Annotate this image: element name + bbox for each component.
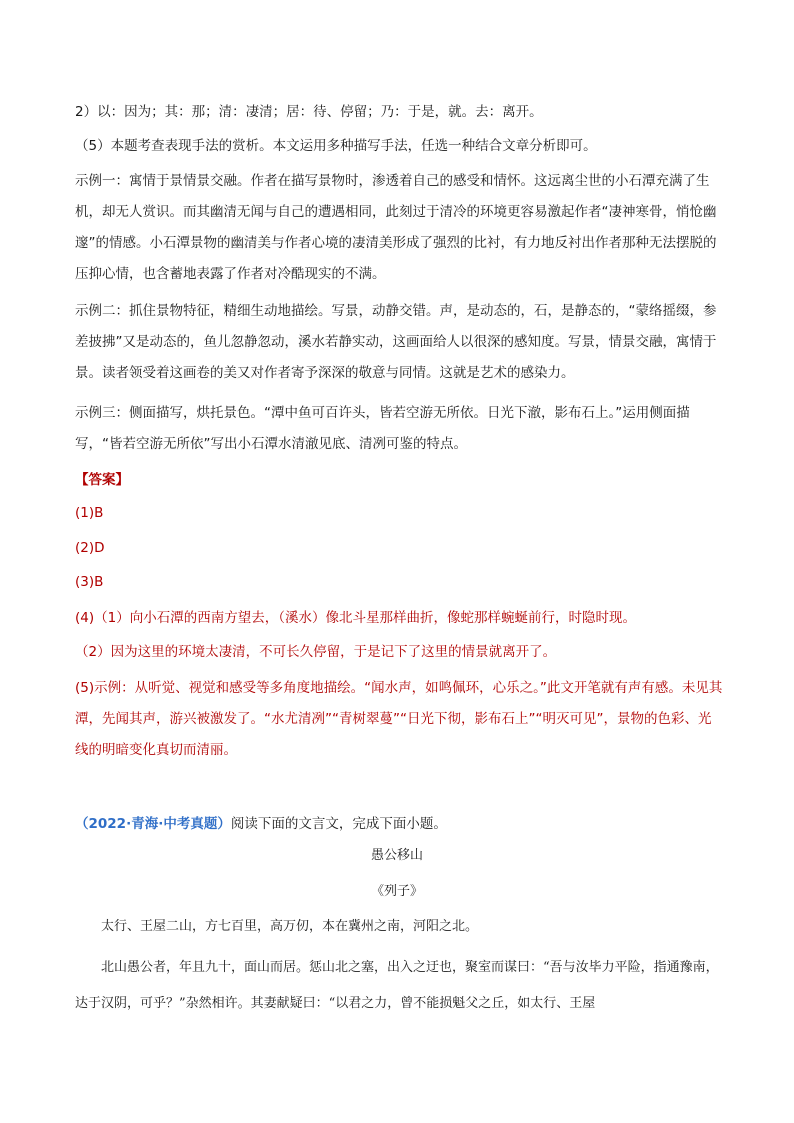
passage-paragraph-1: 太行、王屋二山，方七百里，高万仞，本在冀州之南，河阳之北。 — [101, 919, 479, 934]
answer-heading: 【答案】 — [75, 472, 129, 488]
answer-4-part-2: （2）因为这里的环境太凄清，不可长久停留，于是记下了这里的情景就离开了。 — [75, 644, 557, 660]
answer-5: (5)示例：从听觉、视觉和感受等多角度地描绘。“闻水声，如鸣佩环，心乐之。”此文开笔就有声有感。未见其潭，先闻其声，游兴被激发了。“水尤清冽”“青树翠蔓”“日光下彻，影布石上”“明灭可见”，景物的色彩、光线的明暗变化真切而清丽。 — [75, 680, 723, 758]
question-5-explanation: （5）本题考查表现手法的赏析。本文运用多种描写手法，任选一种结合文章分析即可。 — [75, 138, 597, 154]
passage-paragraph-2: 北山愚公者，年且九十，面山而居。惩山北之塞，出入之迂也，聚室而谋曰：“吾与汝毕力平险，指通豫南，达于汉阴，可乎？”杂然相许。其妻献疑曰：“以君之力，曾不能损魁父之丘，如太行、王屋 — [75, 960, 719, 1011]
question-source-line — [75, 810, 447, 838]
example-three-paragraph: 示例三：侧面描写，烘托景色。“潭中鱼可百许头，皆若空游无所依。日光下澈，影布石上。”运用侧面描写，“皆若空游无所依”写出小石潭水清澈见底、清冽可鉴的特点。 — [75, 405, 690, 452]
answer-3: (3)B — [75, 574, 104, 590]
example-one-paragraph: 示例一：寓情于景情景交融。作者在描写景物时，渗透着自己的感受和情怀。这远离尘世的小石潭充满了生机，却无人赏识。而其幽清无闻与自己的遭遇相同，此刻过于清冷的环境更容易激起作者“凄神寒骨，悄怆幽邃”的情感。小石潭景物的幽清美与作者心境的凄清美形成了强烈的比衬，有力地反衬出作者那种无法摆脱的压抑心情，也含蓄地表露了作者对冷酷现实的不满。 — [75, 173, 717, 282]
answer-2: (2)D — [75, 540, 105, 556]
example-two-paragraph: 示例二：抓住景物特征，精细生动地描绘。写景，动静交错。声，是动态的，石，是静态的，“蒙络摇缀，参差披拂”又是动态的，鱼儿忽静忽动，溪水若静实动，这画面给人以很深的感知度。写景，情景交融，寓情于景。读者领受着这画卷的美又对作者寄予深深的敬意与同情。这就是艺术的感染力。 — [75, 303, 717, 381]
instruction-text: 阅读下面的文言文，完成下面小题。 — [230, 816, 447, 832]
passage-title: 愚公移山 — [370, 848, 423, 863]
source-tag: （2022·青海·中考真题） — [75, 816, 231, 832]
answer-explanation-line: 2）以：因为；其：那；清：凄清；居：待、停留；乃：于是，就。去：离开。 — [75, 104, 543, 120]
passage-author: 《列子》 — [370, 884, 423, 899]
answer-1: (1)B — [75, 505, 104, 521]
answer-4-part-1: (4)（1）向小石潭的西南方望去，（溪水）像北斗星那样曲折，像蛇那样蜿蜒前行，时隐时现。 — [75, 610, 636, 626]
